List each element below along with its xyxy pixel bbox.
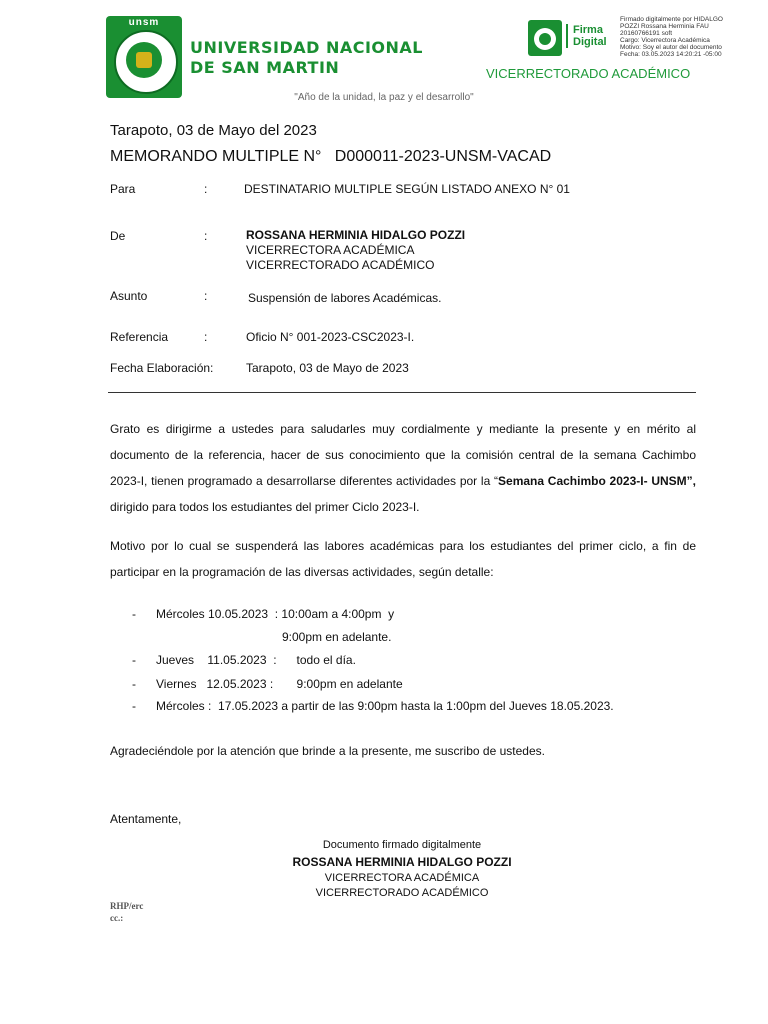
firma-line2: Digital [573,36,607,48]
asunto-value: Suspensión de labores Académicas. [248,291,442,305]
fecha-label: Fecha Elaboración: [110,361,214,375]
office-header: VICERRECTORADO ACADÉMICO [486,66,691,81]
para-value: DESTINATARIO MULTIPLE SEGÚN LISTADO ANEXO N° 01 [244,182,570,196]
bullet-dash: - [132,607,136,621]
schedule-item-2: Jueves 11.05.2023 : todo el día. [156,653,356,667]
initials: RHP/erc [110,901,144,911]
seal-center [539,33,551,45]
schedule-item-4: Mércoles : 17.05.2023 a partir de las 9:00pm hasta la 1:00pm del Jueves 18.05.2023. [156,699,614,713]
para-colon: : [204,182,208,196]
fecha-value: Tarapoto, 03 de Mayo de 2023 [246,361,409,375]
signer-office: VICERRECTORADO ACADÉMICO [315,887,489,899]
gear-icon [136,52,152,68]
bullet-dash: - [132,699,136,713]
year-motto: "Año de la unidad, la paz y el desarrollo" [294,92,474,103]
de-name: ROSSANA HERMINIA HIDALGO POZZI [246,228,466,242]
cc-label: cc.: [110,913,124,923]
signer-role: VICERRECTORA ACADÉMICA [324,872,480,884]
digital-signature-details: Firmado digitalmente por HIDALGO POZZI Rossana Herminia FAU 20160766191 soft Cargo: Vicerrectora Académica Motivo: Soy el autor del documento Fecha: 03.05.2023 14:20:21 -05:00 [620,16,723,58]
university-logo [106,16,182,98]
de-value [246,228,465,273]
university-name-line2: DE SAN MARTIN [190,58,340,77]
body-paragraph-1 [110,416,696,520]
de-role: VICERRECTORA ACADÉMICA [246,243,415,257]
asunto-colon: : [204,289,208,303]
digital-signature-badge [566,24,607,48]
p1-event-name: Semana Cachimbo 2023-I- UNSM”, [498,474,697,488]
referencia-value: Oficio N° 001-2023-CSC2023-I. [246,330,415,344]
signature-seal-icon [528,20,562,56]
schedule-item-1-cont: 9:00pm en adelante. [282,630,392,644]
bullet-dash: - [132,653,136,667]
referencia-colon: : [204,330,208,344]
university-name-line1: UNIVERSIDAD NACIONAL [190,38,423,57]
de-colon: : [204,229,208,243]
signed-note: Documento firmado digitalmente [322,839,482,851]
university-name [190,38,423,78]
body-paragraph-2: Motivo por lo cual se suspenderá las labores académicas para los estudiantes del primer ciclo, a fin de participar en la programación de las diversas actividades, según detalle: [110,539,696,579]
firma-line1: Firma [573,24,603,36]
asunto-label: Asunto [110,289,148,303]
para-label: Para [110,182,136,196]
de-office: VICERRECTORADO ACADÉMICO [246,258,435,272]
regards: Atentamente, [110,812,182,826]
de-label: De [110,229,126,243]
header-divider [108,392,696,393]
reference-initials [110,900,143,924]
p1-text-b: dirigido para todos los estudiantes del primer Ciclo 2023-I. [110,500,420,514]
memo-title: MEMORANDO MULTIPLE N° D000011-2023-UNSM-VACAD [110,148,552,165]
signer-name: ROSSANA HERMINIA HIDALGO POZZI [292,855,512,869]
closing-paragraph: Agradeciéndole por la atención que brinde a la presente, me suscribo de ustedes. [110,744,545,758]
referencia-label: Referencia [110,330,169,344]
logo-top-text: unsm [128,17,160,28]
p1-text-a: Grato es dirigirme a ustedes para saludarles muy cordialmente y mediante la presente y en mérito al documento de la referencia, hacer de sus conocimiento que la comisión central de la semana Cachimbo 2023-I, tienen programado a desarrollarse diferentes actividades por la “ [110,422,696,488]
schedule-item-1: Mércoles 10.05.2023 : 10:00am a 4:00pm y [156,607,395,621]
bullet-dash: - [132,677,136,691]
memo-date: Tarapoto, 03 de Mayo del 2023 [110,122,317,139]
schedule-item-3: Viernes 12.05.2023 : 9:00pm en adelante [156,677,403,691]
